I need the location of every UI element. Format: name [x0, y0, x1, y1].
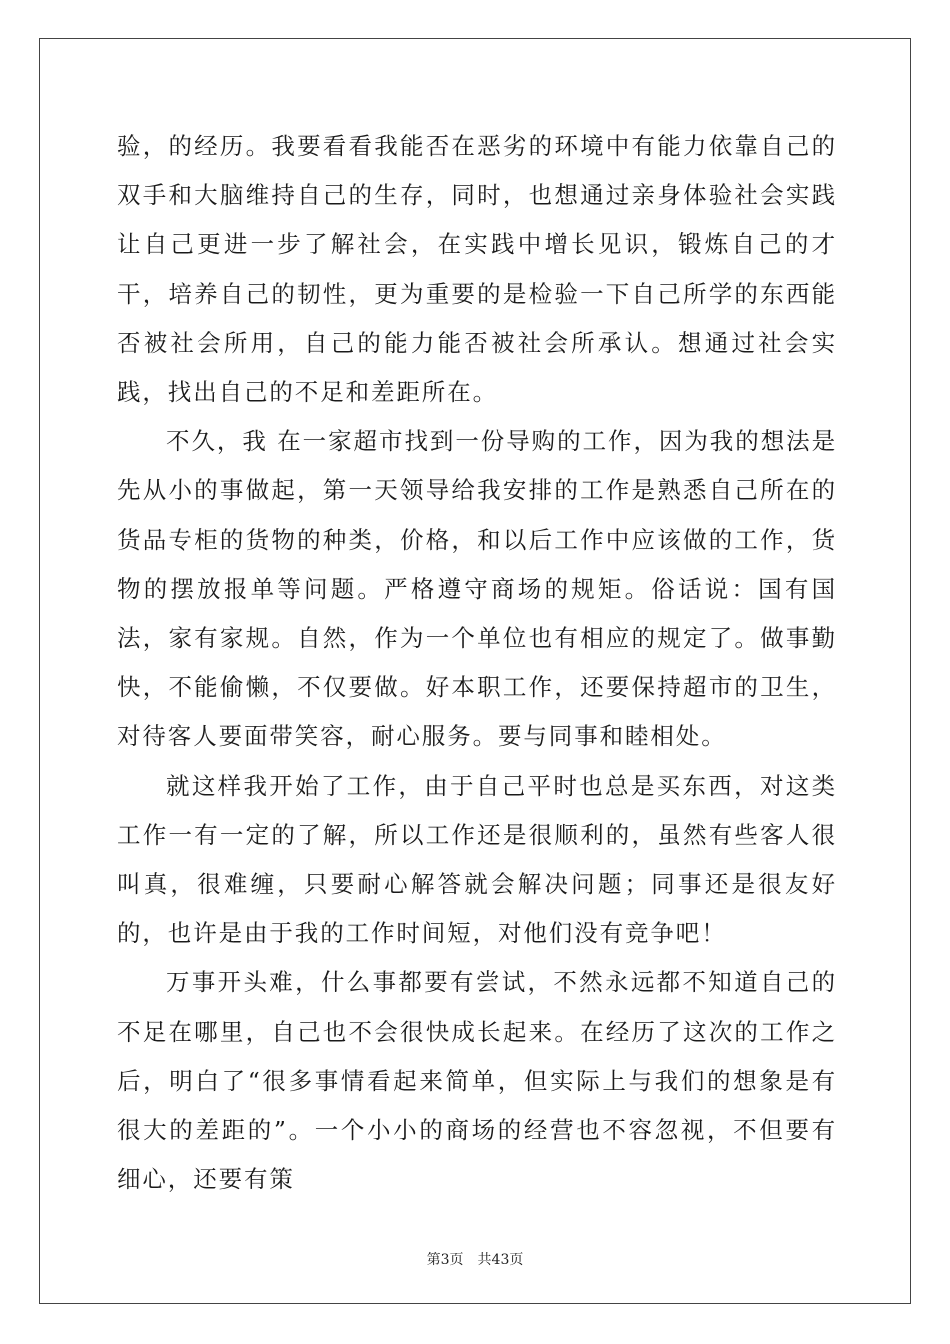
document-body	[117, 122, 837, 1204]
paragraph: 验，的经历。我要看看我能否在恶劣的环境中有能力依靠自己的双手和大脑维持自己的生存，同时，也想通过亲身体验社会实践让自己更进一步了解社会，在实践中增长见识，锻炼自己的才干，培养自己的韧性，更为重要的是检验一下自己所学的东西能否被社会所用，自己的能力能否被社会所承认。想通过社会实践，找出自己的不足和差距所在。	[117, 132, 837, 407]
paragraph: 不久，我 在一家超市找到一份导购的工作，因为我的想法是先从小的事做起，第一天领导给我安排的工作是熟悉自己所在的货品专柜的货物的种类，价格，和以后工作中应该做的工作，货物的摆放报单等问题。严格遵守商场的规矩。俗话说：国有国法，家有家规。自然，作为一个单位也有相应的规定了。做事勤快，不能偷懒，不仅要做。好本职工作，还要保持超市的卫生，对待客人要面带笑容，耐心服务。要与同事和睦相处。	[117, 427, 837, 751]
paragraph: 就这样我开始了工作，由于自己平时也总是买东西，对这类工作一有一定的了解，所以工作还是很顺利的，虽然有些客人很叫真，很难缠，只要耐心解答就会解决问题；同事还是很友好的，也许是由于我的工作时间短，对他们没有竞争吧！	[117, 771, 837, 948]
page-footer	[0, 1249, 950, 1269]
page-number-label: 第3页 共43页	[426, 1252, 524, 1268]
paragraph: 万事开头难，什么事都要有尝试，不然永远都不知道自己的不足在哪里，自己也不会很快成长起来。在经历了这次的工作之后，明白了“很多事情看起来简单，但实际上与我们的想象是有很大的差距的”。一个小小的商场的经营也不容忽视，不但要有细心，还要有策	[117, 968, 837, 1194]
